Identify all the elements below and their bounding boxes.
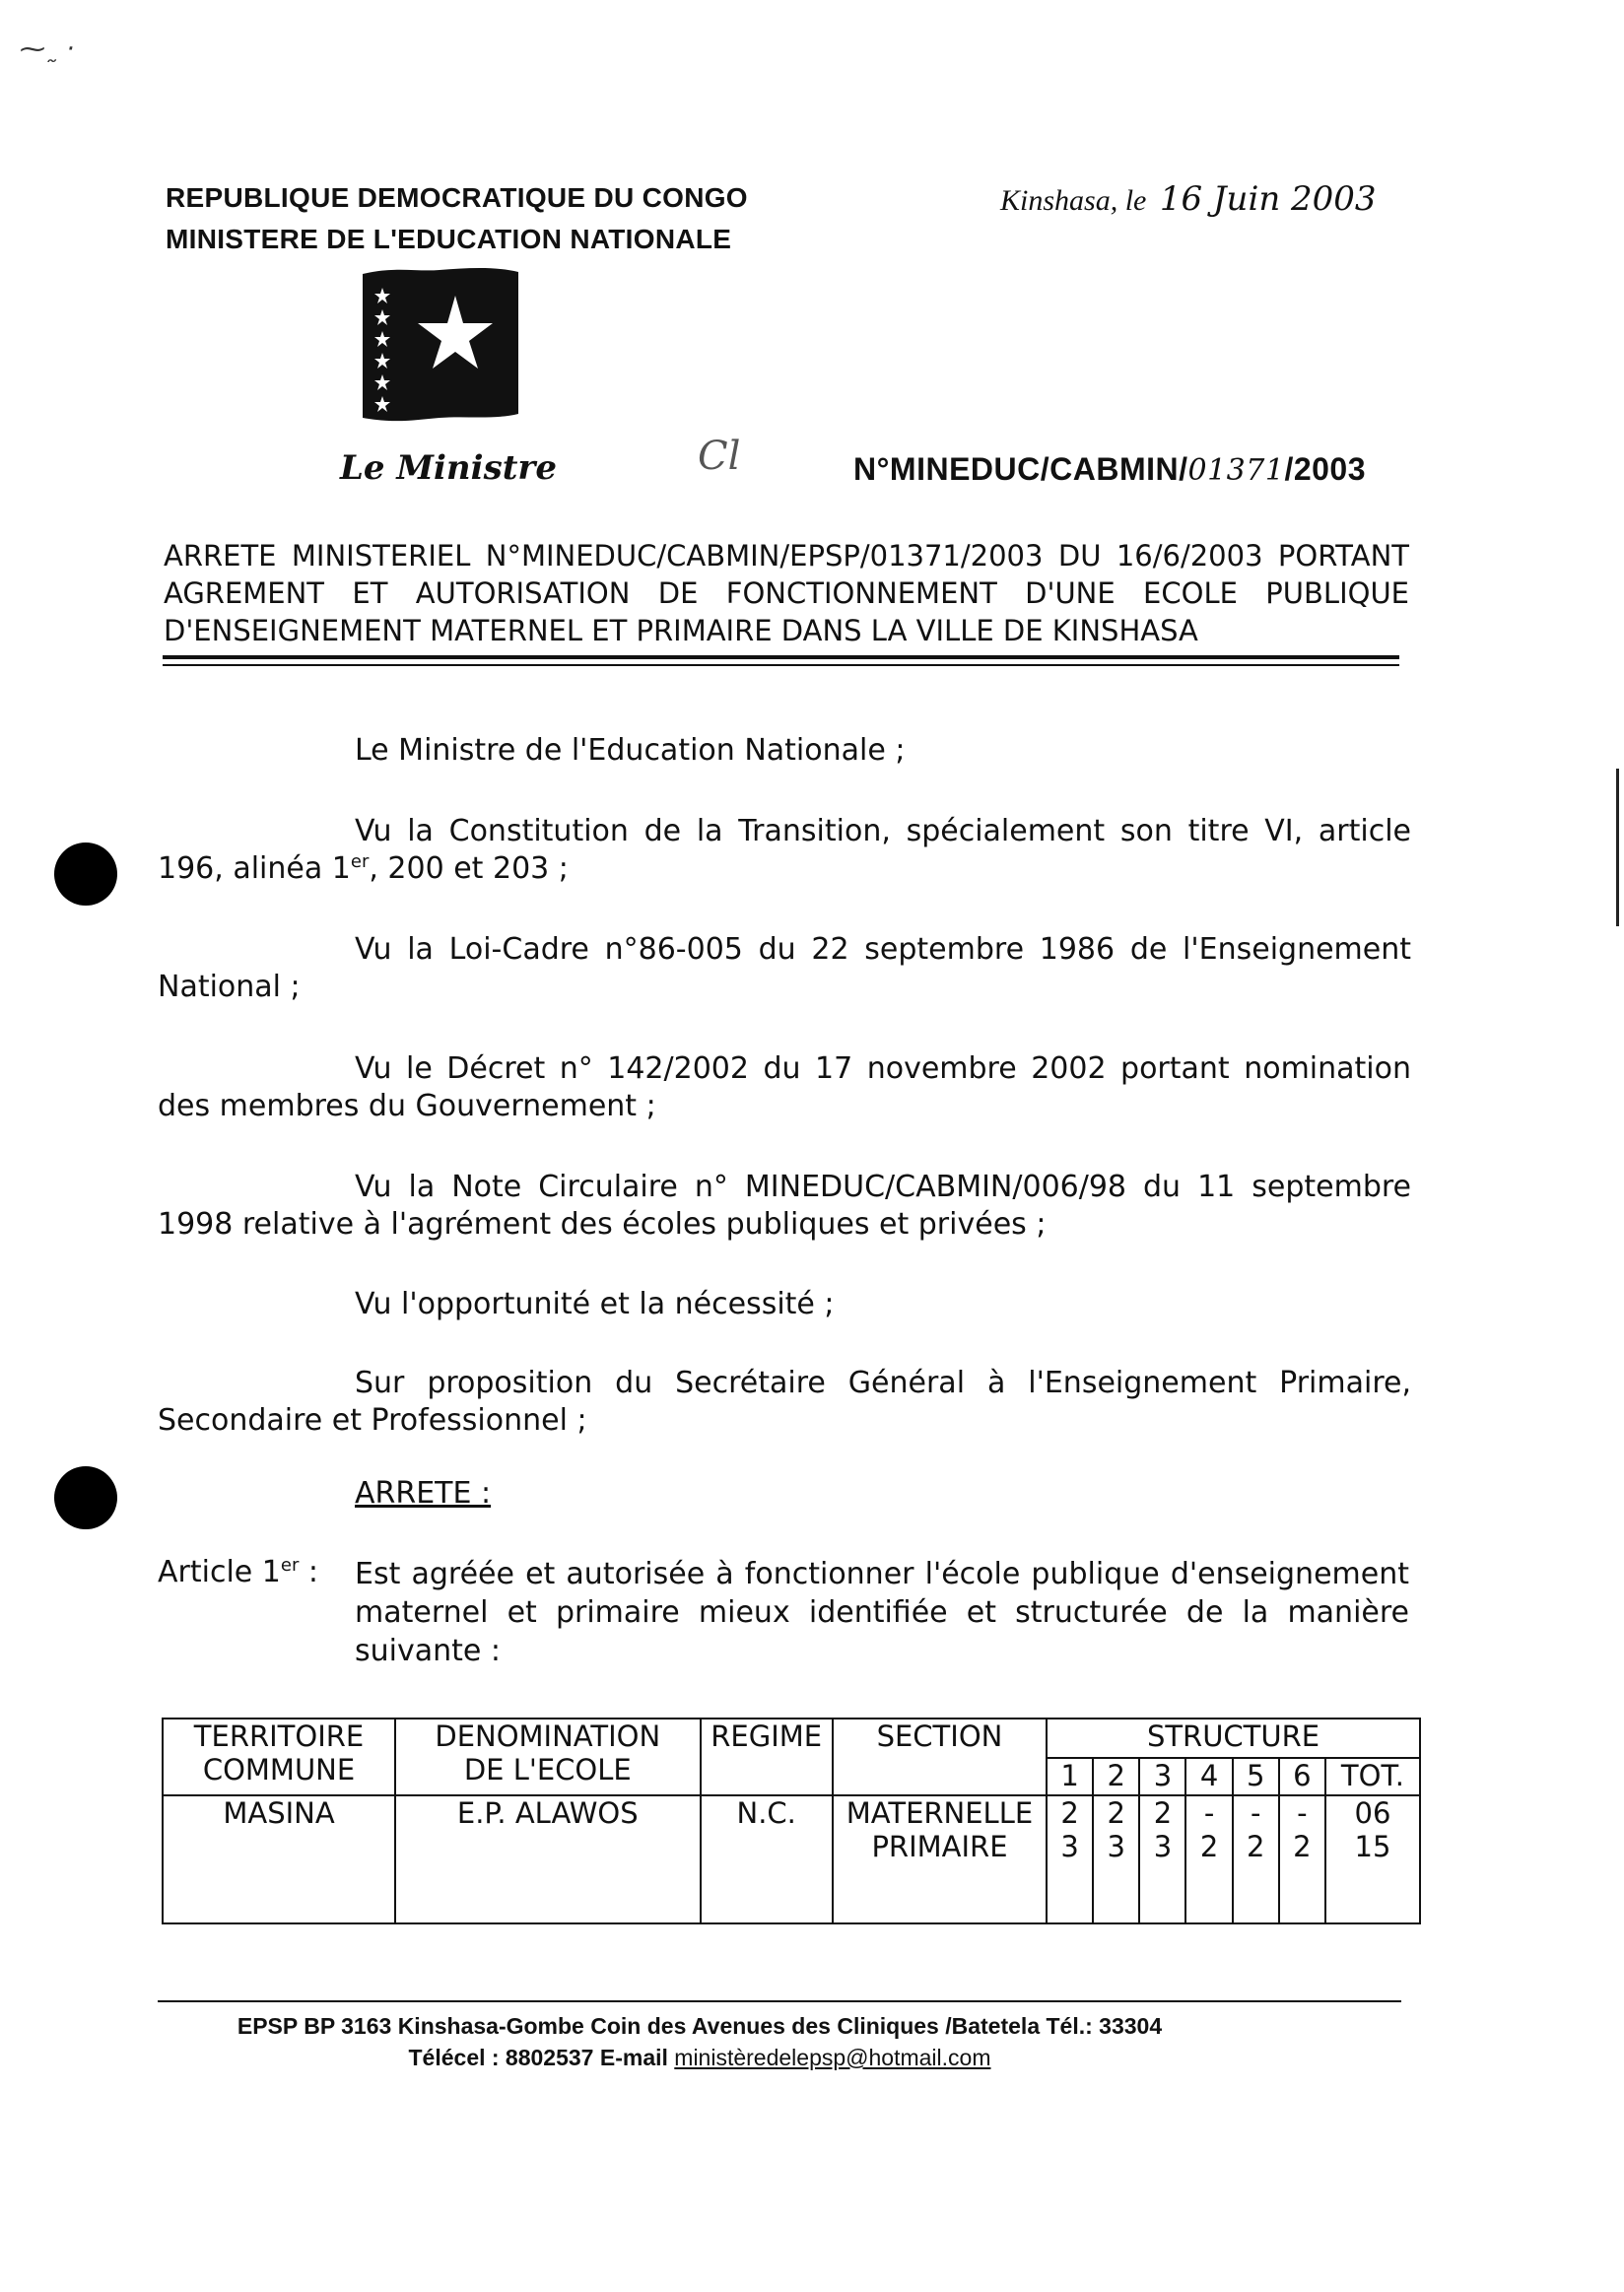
proposal-paragraph: Sur proposition du Secrétaire Général à l'Enseignement Primaire, Secondaire et Professionnel ;: [158, 1366, 1411, 1438]
place-date-prefix: Kinshasa, le: [1000, 184, 1147, 217]
visa-decret: Vu le Décret n° 142/2002 du 17 novembre 2002 portant nomination des membres du Gouvernement ;: [158, 1051, 1411, 1123]
col-year-1: 1: [1047, 1758, 1093, 1795]
arrete-heading: ARRETE :: [355, 1476, 492, 1511]
cell-year-6: - 2: [1279, 1795, 1325, 1923]
col-denomination: DENOMINATION DE L'ECOLE: [395, 1719, 700, 1795]
punch-hole-top: [54, 843, 117, 906]
footer-line-2: Télécel : 8802537 E-mail ministèredelepsp@hotmail.com: [408, 2045, 991, 2070]
footer-address: [158, 2010, 1242, 2073]
col-year-3: 3: [1139, 1758, 1185, 1795]
visa-opportunite: Vu l'opportunité et la nécessité ;: [355, 1287, 835, 1321]
decree-title: [164, 537, 1409, 649]
minister-signature-label: Le Ministre: [340, 448, 557, 488]
cell-year-1: 2 3: [1047, 1795, 1093, 1923]
cell-ecole: E.P. ALAWOS: [395, 1795, 700, 1923]
table-row: [163, 1795, 1420, 1923]
col-year-5: 5: [1233, 1758, 1279, 1795]
ministry-name: MINISTERE DE L'EDUCATION NATIONALE: [166, 224, 732, 254]
cell-section: MATERNELLE PRIMAIRE: [833, 1795, 1047, 1923]
col-structure: STRUCTURE: [1047, 1719, 1420, 1758]
punch-hole-bottom: [54, 1466, 117, 1529]
margin-scribble: ⁓˷ ·: [20, 34, 75, 64]
article-label: Article 1er :: [158, 1555, 319, 1589]
col-year-4: 4: [1185, 1758, 1232, 1795]
letterhead: [166, 177, 748, 260]
cell-year-2: 2 3: [1093, 1795, 1139, 1923]
place-date: [1000, 179, 1377, 219]
article-text: Est agréée et autorisée à fonctionner l'école publique d'enseignement maternel et primaire mieux identifiée et structurée de la manière suivante :: [355, 1557, 1409, 1668]
flag-emblem-icon: [357, 266, 522, 426]
col-territoire: TERRITOIRE COMMUNE: [163, 1719, 395, 1795]
visa-constitution: Vu la Constitution de la Transition, spécialement son titre VI, article 196, alinéa 1er, 200 et 203 ;: [158, 814, 1411, 886]
footer-email-link[interactable]: ministèredelepsp@hotmail.com: [674, 2045, 991, 2070]
title-line-1: ARRETE MINISTERIEL N°MINEDUC/CABMIN/EPSP/01371/2003 DU 16/6/2003 PORTANT: [164, 539, 1409, 573]
ref-year: 2003: [1293, 451, 1367, 487]
ref-prefix: N°MINEDUC/CABMIN/: [853, 451, 1188, 487]
cell-commune: MASINA: [163, 1795, 395, 1923]
cell-year-4: - 2: [1185, 1795, 1232, 1923]
cell-year-5: - 2: [1233, 1795, 1279, 1923]
col-section: SECTION: [833, 1719, 1047, 1795]
country-name: REPUBLIQUE DEMOCRATIQUE DU CONGO: [166, 182, 748, 213]
title-rule-thin: [163, 664, 1399, 666]
col-year-6: 6: [1279, 1758, 1325, 1795]
cell-total: 06 15: [1325, 1795, 1420, 1923]
title-line-2: AGREMENT ET AUTORISATION DE FONCTIONNEMENT D'UNE ECOLE PUBLIQUE: [164, 576, 1409, 610]
preamble-minister: Le Ministre de l'Education Nationale ;: [355, 733, 906, 768]
table-header-row: [163, 1719, 1420, 1758]
title-line-3: D'ENSEIGNEMENT MATERNEL ET PRIMAIRE DANS LA VILLE DE KINSHASA: [164, 614, 1198, 647]
reference-number: N°MINEDUC/CABMIN/01371/2003: [853, 451, 1367, 488]
footer-line-1: EPSP BP 3163 Kinshasa-Gombe Coin des Avenues des Cliniques /Batetela Tél.: 33304: [237, 2013, 1163, 2039]
visa-loi-cadre: Vu la Loi-Cadre n°86-005 du 22 septembre 1986 de l'Enseignement National ;: [158, 932, 1411, 1004]
handwritten-date: 16 Juin 2003: [1159, 179, 1377, 219]
cell-regime: N.C.: [701, 1795, 833, 1923]
school-structure-table: [162, 1718, 1421, 1924]
col-regime: REGIME: [701, 1719, 833, 1795]
col-year-2: 2: [1093, 1758, 1139, 1795]
handwritten-initial: Cl: [698, 434, 741, 479]
scan-edge-mark: [1616, 769, 1619, 926]
visa-note-circulaire: Vu la Note Circulaire n° MINEDUC/CABMIN/006/98 du 11 septembre 1998 relative à l'agrément des écoles publiques et privées ;: [158, 1170, 1411, 1242]
cell-year-3: 2 3: [1139, 1795, 1185, 1923]
footer-rule: [158, 2000, 1401, 2002]
ref-handwritten: 01371: [1187, 453, 1285, 488]
col-total: TOT.: [1325, 1758, 1420, 1795]
title-rule-thick: [163, 655, 1399, 659]
